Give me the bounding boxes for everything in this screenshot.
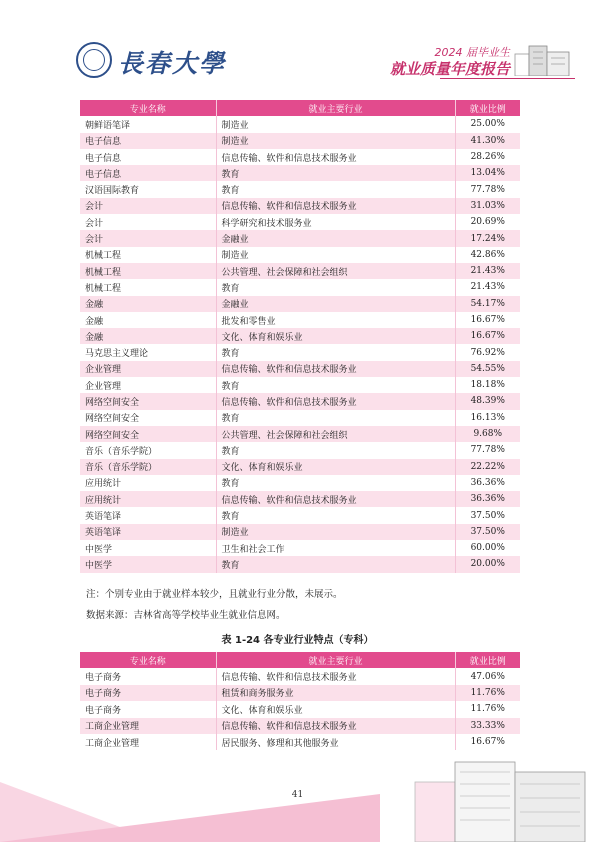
major-industry-table-graduate bbox=[80, 100, 520, 573]
decorative-band bbox=[0, 794, 380, 842]
table-row bbox=[80, 393, 520, 409]
cell-major: 电子商务 bbox=[85, 705, 122, 716]
cell-ratio: 77.78% bbox=[455, 181, 520, 197]
table-row bbox=[80, 459, 520, 475]
cell-ratio: 42.86% bbox=[455, 247, 520, 263]
table-row bbox=[80, 442, 520, 458]
table-row bbox=[80, 685, 520, 701]
cell-industry: 公共管理、社会保障和社会组织 bbox=[216, 426, 455, 442]
table-row bbox=[80, 116, 520, 132]
cell-industry: 公共管理、社会保障和社会组织 bbox=[216, 263, 455, 279]
cell-industry: 文化、体育和娱乐业 bbox=[216, 328, 455, 344]
cell-ratio: 18.18% bbox=[455, 377, 520, 393]
header-divider bbox=[440, 78, 575, 79]
table-header-row bbox=[80, 652, 520, 668]
cell-ratio: 36.36% bbox=[455, 491, 520, 507]
cell-ratio: 33.33% bbox=[455, 718, 520, 734]
cell-major: 工商企业管理 bbox=[85, 738, 140, 749]
cell-major: 英语笔译 bbox=[80, 524, 216, 540]
table-row bbox=[80, 214, 520, 230]
cell-major: 金融 bbox=[80, 328, 216, 344]
cell-ratio: 76.92% bbox=[455, 344, 520, 360]
cell-ratio: 11.76% bbox=[455, 685, 520, 701]
university-seal-icon bbox=[76, 42, 112, 78]
cell-major: 电子信息 bbox=[85, 153, 122, 164]
cell-industry: 制造业 bbox=[216, 247, 455, 263]
cell-ratio: 37.50% bbox=[455, 524, 520, 540]
cell-major: 会计 bbox=[85, 218, 104, 229]
cell-major: 电子信息 bbox=[80, 133, 216, 149]
table-row bbox=[80, 556, 520, 572]
cell-industry: 科学研究和技术服务业 bbox=[216, 214, 455, 230]
table-row bbox=[80, 149, 520, 165]
cell-ratio: 25.00% bbox=[455, 116, 520, 132]
cell-major: 网络空间安全 bbox=[80, 426, 216, 442]
table-row bbox=[80, 165, 520, 181]
cell-ratio: 16.13% bbox=[455, 410, 520, 426]
cell-ratio: 16.67% bbox=[455, 312, 520, 328]
cell-industry: 教育 bbox=[216, 181, 455, 197]
cell-ratio: 17.24% bbox=[455, 230, 520, 246]
cell-industry: 信息传输、软件和信息技术服务业 bbox=[216, 149, 455, 165]
table-row bbox=[80, 507, 520, 523]
cell-major: 音乐（音乐学院） bbox=[85, 446, 158, 457]
table-caption: 表 1-24 各专业行业特点（专科） bbox=[221, 635, 374, 646]
cell-major: 会计 bbox=[80, 198, 216, 214]
cell-industry: 卫生和社会工作 bbox=[216, 540, 455, 556]
cell-industry: 制造业 bbox=[216, 116, 455, 132]
cell-major: 机械工程 bbox=[80, 263, 216, 279]
cell-major: 会计 bbox=[80, 230, 216, 246]
cell-industry: 信息传输、软件和信息技术服务业 bbox=[216, 198, 455, 214]
university-name: 長春大學 bbox=[118, 49, 227, 78]
table-row bbox=[80, 475, 520, 491]
column-header-ratio: 就业比例 bbox=[455, 100, 520, 116]
cell-major: 汉语国际教育 bbox=[85, 186, 140, 197]
cell-major: 应用统计 bbox=[85, 479, 122, 490]
table-row bbox=[80, 279, 520, 295]
table-row bbox=[80, 181, 520, 197]
report-year: 2024 届毕业生 bbox=[434, 46, 510, 59]
cell-major: 中医学 bbox=[85, 544, 113, 555]
table-row bbox=[80, 230, 520, 246]
cell-industry: 制造业 bbox=[216, 524, 455, 540]
cell-ratio: 13.04% bbox=[455, 165, 520, 181]
cell-industry: 信息传输、软件和信息技术服务业 bbox=[216, 668, 455, 684]
cell-industry: 文化、体育和娱乐业 bbox=[216, 459, 455, 475]
cell-industry: 教育 bbox=[216, 165, 455, 181]
cell-industry: 金融业 bbox=[216, 296, 455, 312]
cell-major: 应用统计 bbox=[80, 491, 216, 507]
cell-ratio: 21.43% bbox=[455, 263, 520, 279]
cell-ratio: 41.30% bbox=[455, 133, 520, 149]
cell-industry: 教育 bbox=[216, 377, 455, 393]
cell-ratio: 9.68% bbox=[455, 426, 520, 442]
table-row bbox=[80, 701, 520, 717]
table-row bbox=[80, 263, 520, 279]
cell-ratio: 36.36% bbox=[455, 475, 520, 491]
table-row bbox=[80, 377, 520, 393]
cell-industry: 制造业 bbox=[216, 133, 455, 149]
cell-major: 企业管理 bbox=[85, 381, 122, 392]
campus-building-illustration-icon bbox=[405, 742, 595, 842]
cell-industry: 金融业 bbox=[216, 230, 455, 246]
cell-ratio: 37.50% bbox=[455, 507, 520, 523]
table-row bbox=[80, 198, 520, 214]
cell-ratio: 28.26% bbox=[455, 149, 520, 165]
cell-major: 机械工程 bbox=[85, 283, 122, 294]
cell-ratio: 16.67% bbox=[455, 328, 520, 344]
cell-major: 朝鲜语笔译 bbox=[85, 120, 131, 131]
table-row bbox=[80, 426, 520, 442]
table-row bbox=[80, 540, 520, 556]
column-header-industry: 就业主要行业 bbox=[216, 100, 455, 116]
cell-major: 电子信息 bbox=[80, 165, 216, 181]
building-illustration-icon bbox=[513, 40, 573, 76]
cell-ratio: 54.17% bbox=[455, 296, 520, 312]
table-header-row bbox=[80, 100, 520, 116]
cell-ratio: 48.39% bbox=[455, 393, 520, 409]
column-header-major: 专业名称 bbox=[80, 100, 216, 116]
page-header bbox=[0, 0, 595, 90]
cell-industry: 租赁和商务服务业 bbox=[216, 685, 455, 701]
cell-ratio: 31.03% bbox=[455, 198, 520, 214]
table-row bbox=[80, 296, 520, 312]
cell-major: 金融 bbox=[80, 296, 216, 312]
table-row bbox=[80, 328, 520, 344]
table-note: 注：个别专业由于就业样本较少，且就业行业分散，未展示。 bbox=[86, 589, 343, 600]
cell-major: 网络空间安全 bbox=[85, 414, 140, 425]
cell-industry: 信息传输、软件和信息技术服务业 bbox=[216, 393, 455, 409]
cell-ratio: 60.00% bbox=[455, 540, 520, 556]
cell-ratio: 20.00% bbox=[455, 556, 520, 572]
table-row bbox=[80, 410, 520, 426]
cell-ratio: 21.43% bbox=[455, 279, 520, 295]
table-row bbox=[80, 491, 520, 507]
cell-ratio: 77.78% bbox=[455, 442, 520, 458]
table-row bbox=[80, 524, 520, 540]
cell-industry: 教育 bbox=[216, 475, 455, 491]
cell-major: 金融 bbox=[85, 316, 104, 327]
table-row bbox=[80, 361, 520, 377]
cell-ratio: 54.55% bbox=[455, 361, 520, 377]
cell-major: 中医学 bbox=[80, 556, 216, 572]
cell-major: 电子商务 bbox=[85, 673, 122, 684]
cell-industry: 教育 bbox=[216, 507, 455, 523]
cell-industry: 文化、体育和娱乐业 bbox=[216, 701, 455, 717]
cell-industry: 信息传输、软件和信息技术服务业 bbox=[216, 361, 455, 377]
cell-industry: 信息传输、软件和信息技术服务业 bbox=[216, 718, 455, 734]
cell-industry: 批发和零售业 bbox=[216, 312, 455, 328]
cell-major: 音乐（音乐学院） bbox=[80, 459, 216, 475]
table-row bbox=[80, 344, 520, 360]
table-row bbox=[80, 312, 520, 328]
cell-ratio: 22.22% bbox=[455, 459, 520, 475]
column-header-ratio: 就业比例 bbox=[455, 652, 520, 668]
column-header-industry: 就业主要行业 bbox=[216, 652, 455, 668]
cell-major: 网络空间安全 bbox=[80, 393, 216, 409]
cell-ratio: 20.69% bbox=[455, 214, 520, 230]
cell-industry: 教育 bbox=[216, 344, 455, 360]
cell-industry: 教育 bbox=[216, 556, 455, 572]
cell-industry: 教育 bbox=[216, 442, 455, 458]
cell-industry: 信息传输、软件和信息技术服务业 bbox=[216, 491, 455, 507]
cell-industry: 居民服务、修理和其他服务业 bbox=[216, 734, 455, 750]
data-source: 数据来源：吉林省高等学校毕业生就业信息网。 bbox=[86, 610, 286, 621]
cell-major: 企业管理 bbox=[80, 361, 216, 377]
column-header-major: 专业名称 bbox=[80, 652, 216, 668]
cell-major: 英语笔译 bbox=[85, 512, 122, 523]
table-row bbox=[80, 718, 520, 734]
table-row bbox=[80, 133, 520, 149]
page-number: 41 bbox=[291, 790, 304, 800]
report-title: 就业质量年度报告 bbox=[389, 60, 510, 78]
cell-major: 机械工程 bbox=[85, 251, 122, 262]
cell-ratio: 16.67% bbox=[455, 734, 520, 750]
cell-industry: 教育 bbox=[216, 279, 455, 295]
cell-ratio: 11.76% bbox=[455, 701, 520, 717]
table-row bbox=[80, 668, 520, 684]
cell-industry: 教育 bbox=[216, 410, 455, 426]
cell-major: 马克思主义理论 bbox=[85, 349, 149, 360]
cell-major: 电子商务 bbox=[80, 685, 216, 701]
cell-ratio: 47.06% bbox=[455, 668, 520, 684]
table-row bbox=[80, 247, 520, 263]
cell-major: 工商企业管理 bbox=[80, 718, 216, 734]
major-industry-table-college bbox=[80, 652, 520, 750]
